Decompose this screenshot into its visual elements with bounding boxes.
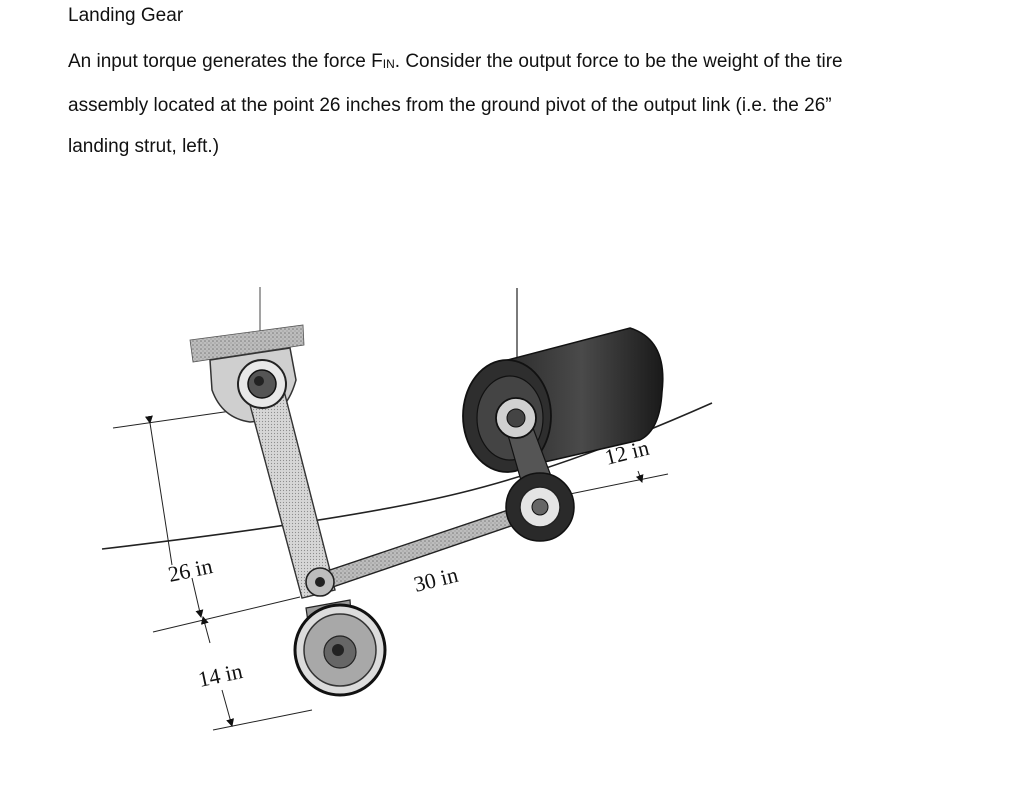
- crank-coupler-pivot-pin: [532, 499, 548, 515]
- paragraph-line-3: landing strut, left.): [68, 136, 220, 157]
- output-link: [246, 383, 335, 598]
- strut-coupler-pin: [315, 577, 325, 587]
- input-pivot-inner: [507, 409, 525, 427]
- wheel-axle: [332, 644, 344, 656]
- heading: Landing Gear: [68, 5, 184, 26]
- upper-pivot-pin: [254, 376, 264, 386]
- dim-label-12in: 12 in: [602, 434, 652, 470]
- dimension-lines-right: [565, 471, 668, 495]
- paragraph-line-2: assembly located at the point 26 inches from the ground pivot of the output link (i.e. the 26”: [68, 95, 832, 116]
- dim-label-14in: 14 in: [195, 658, 245, 692]
- dim-label-30in: 30 in: [411, 561, 461, 597]
- paragraph-text-part1: An input torque generates the force F: [68, 51, 383, 72]
- paragraph-text-part2: . Consider the output force to be the weight of the tire: [394, 51, 843, 72]
- force-subscript: IN: [382, 57, 395, 71]
- dim-label-26in: 26 in: [165, 553, 215, 587]
